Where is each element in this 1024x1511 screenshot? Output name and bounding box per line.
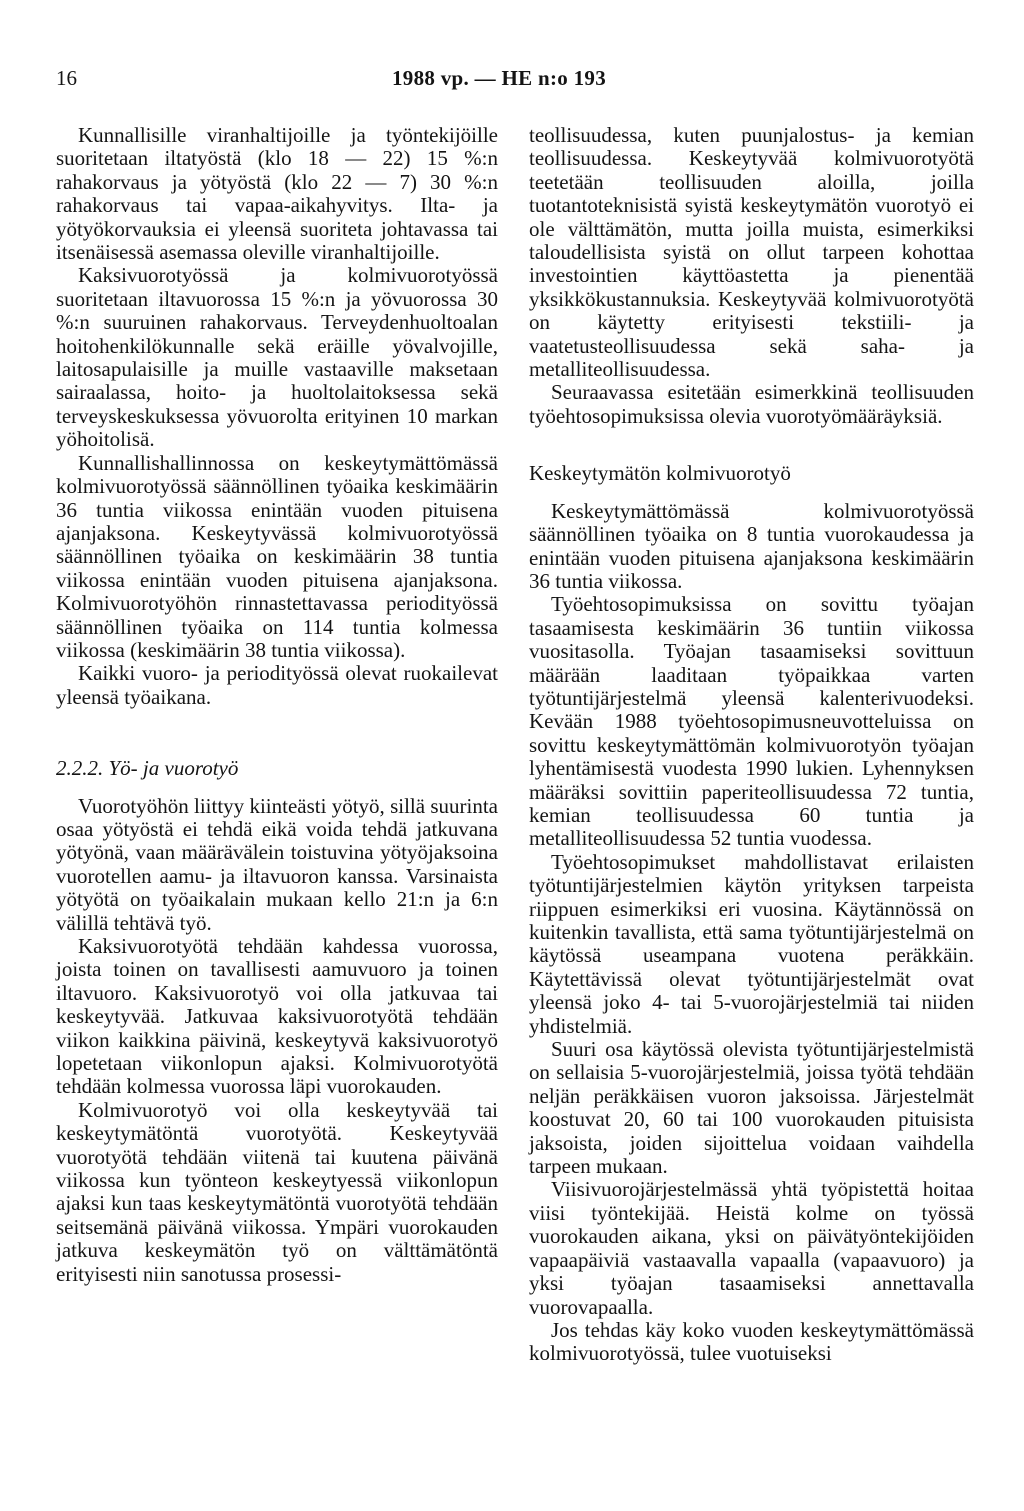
paragraph: Seuraavassa esitetään esimerkkinä teollisuuden työehtosopimuksissa olevia vuorotyömääräyksiä. <box>529 380 974 428</box>
paragraph: Vuorotyöhön liittyy kiinteästi yötyö, sillä suurinta osaa yötyöstä ei tehdä eikä voida tehdä jatkuvana yötyönä, vaan määrävälein toistuvina yötyöjaksoina vuorotellen aamu- ja iltavuoron kanssa. Varsinaista yötyötä on työaikalain mukaan kello 21:n ja 6:n välillä tehtävä työ. <box>56 793 498 935</box>
paragraph: Kaksivuorotyötä tehdään kahdessa vuorossa, joista toinen on tavallisesti aamuvuoro ja toinen iltavuoro. Kaksivuorotyö voi olla jatkuvaa tai keskeytyvää. Jatkuvaa kaksivuorotyötä tehdään viikon kaikkina päivinä, keskeytyvä kaksivuorotyö lopetetaan viikonlopun ajaksi. Kolmivuorotyötä tehdään kolmessa vuorossa läpi vuorokauden. <box>56 934 498 1099</box>
sub-heading: Keskeytymätön kolmivuorotyö <box>529 461 791 486</box>
paragraph: Työehtosopimuksissa on sovittu työajan tasaamisesta keskimäärin 36 tuntiin viikossa vuositasolla. Työajan tasaamiseksi sovittuun määrään laaditaan työpaikkaa varten työtuntijärjestelmä yleensä kalenterivuodeksi. Kevään 1988 työehtosopimusneuvotteluissa on sovittu keskeytymättömän kolmivuorotyön työajan lyhentämisestä vuodesta 1990 lukien. Lyhennyksen määräksi sovittiin paperiteollisuudessa 72 tuntia, kemian teollisuudessa 60 tuntia ja metalliteollisuudessa 52 tuntia vuodessa. <box>529 592 974 851</box>
left-column <box>56 124 498 1286</box>
right-column <box>529 124 974 1366</box>
running-head: 1988 vp. — HE n:o 193 <box>392 66 606 90</box>
paragraph: teollisuudessa, kuten puunjalostus- ja kemian teollisuudessa. Keskeytyvää kolmivuorotyötä teetetään teollisuuden aloilla, joilla tuotantoteknisistä syistä keskeytymätön vuorotyö ei ole välttämätön, mutta joilla muista, esimerkiksi taloudellisista syistä on ollut tarpeen kohottaa investointien käyttöastetta ja pienentää yksikkökustannuksia. Keskeytyvää kolmivuorotyötä on käytetty erityisesti tekstiili- ja vaatetusteollisuudessa sekä saha- ja metalliteollisuudessa. <box>529 123 974 382</box>
page-number: 16 <box>56 66 77 90</box>
paragraph: Kaksivuorotyössä ja kolmivuorotyössä suoritetaan iltavuorossa 15 %:n ja yövuorossa 30 %:n suuruinen rahakorvaus. Terveydenhuoltoalan hoitohenkilökunnalle sekä eräille yövalvojille, laitosapulaisille ja muille vastaaville maksetaan sairaalassa, hoito- ja huoltolaitoksessa sekä terveyskeskuksessa yövuorolta erityinen 10 markan yöhoitolisä. <box>56 263 498 452</box>
paragraph: Kunnallisille viranhaltijoille ja työntekijöille suoritetaan iltatyöstä (klo 18 — 22) 15 %:n rahakorvaus ja yötyöstä (klo 22 — 7) 30 %:n rahakorvaus tai vapaa-aikahyvitys. Ilta- ja yötyökorvauksia ei yleensä suoriteta johtavassa tai itsenäisessä asemassa oleville viranhaltijoille. <box>56 123 498 265</box>
paragraph: Kolmivuorotyö voi olla keskeytyvää tai keskeytymätöntä vuorotyötä. Keskeytyvää vuorotyötä tehdään viitenä tai kuutena päivänä viikossa kun työnteon keskeytyessä viikonlopun ajaksi kun taas keskeytymätöntä vuorotyötä tehdään seitsemänä päivänä viikossa. Ympäri vuorokauden jatkuva keskeymätön työ on välttämätöntä erityisesti niin sanotussa prosessi- <box>56 1097 498 1286</box>
paragraph: Kunnallishallinnossa on keskeytymättömässä kolmivuorotyössä säännöllinen työaika keskimäärin 36 tuntia viikossa enintään vuoden pituisena ajanjaksona. Keskeytyvässä kolmivuorotyössä säännöllinen työaika on keskimäärin 38 tuntia viikossa enintään vuoden pituisena ajanjaksona. Kolmivuorotyöhön rinnastettavassa periodityössä säännöllinen työaika on 114 tuntia kolmessa viikossa (keskimäärin 38 tuntia viikossa). <box>56 450 498 662</box>
page-header <box>56 66 968 96</box>
paragraph: Suuri osa käytössä olevista työtuntijärjestelmistä on sellaisia 5-vuorojärjestelmiä, joissa työtä tehdään neljän peräkkäisen vuoron jaksoissa. Järjestelmät koostuvat 20, 60 tai 100 vuorokauden pituisista jaksoista, joiden sijoittelua voidaan vaihdella tarpeen mukaan. <box>529 1037 974 1179</box>
paragraph: Viisivuorojärjestelmässä yhtä työpistettä hoitaa viisi työntekijää. Heistä kolme on työssä vuorokauden aikana, yksi on päivätyöntekijöiden vapaapäiviä vastaavalla vapaalla (vapaavuoro) ja yksi työajan tasaamiseksi annettavalla vuorovapaalla. <box>529 1177 974 1319</box>
paragraph: Jos tehdas käy koko vuoden keskeytymättömässä kolmivuorotyössä, tulee vuotuiseksi <box>529 1317 974 1366</box>
section-heading: 2.2.2. Yö- ja vuorotyö <box>56 756 239 781</box>
paragraph: Työehtosopimukset mahdollistavat erilaisten työtuntijärjestelmien käytön yrityksen tarpeista riippuen esimerkiksi eri vuosina. Käytännössä on kuitenkin tavallista, että sama työtuntijärjestelmä on käytössä useampana vuotena peräkkäin. Käytettävissä olevat työtuntijärjestelmät ovat yleensä joko 4- tai 5-vuorojärjestelmiä tai niiden yhdistelmiä. <box>529 849 974 1038</box>
paragraph: Kaikki vuoro- ja periodityössä olevat ruokailevat yleensä työaikana. <box>56 661 498 709</box>
paragraph: Keskeytymättömässä kolmivuorotyössä säännöllinen työaika on 8 tuntia vuorokaudessa ja enintään vuoden pituisena ajanjaksona keskimäärin 36 tuntia viikossa. <box>529 498 974 593</box>
